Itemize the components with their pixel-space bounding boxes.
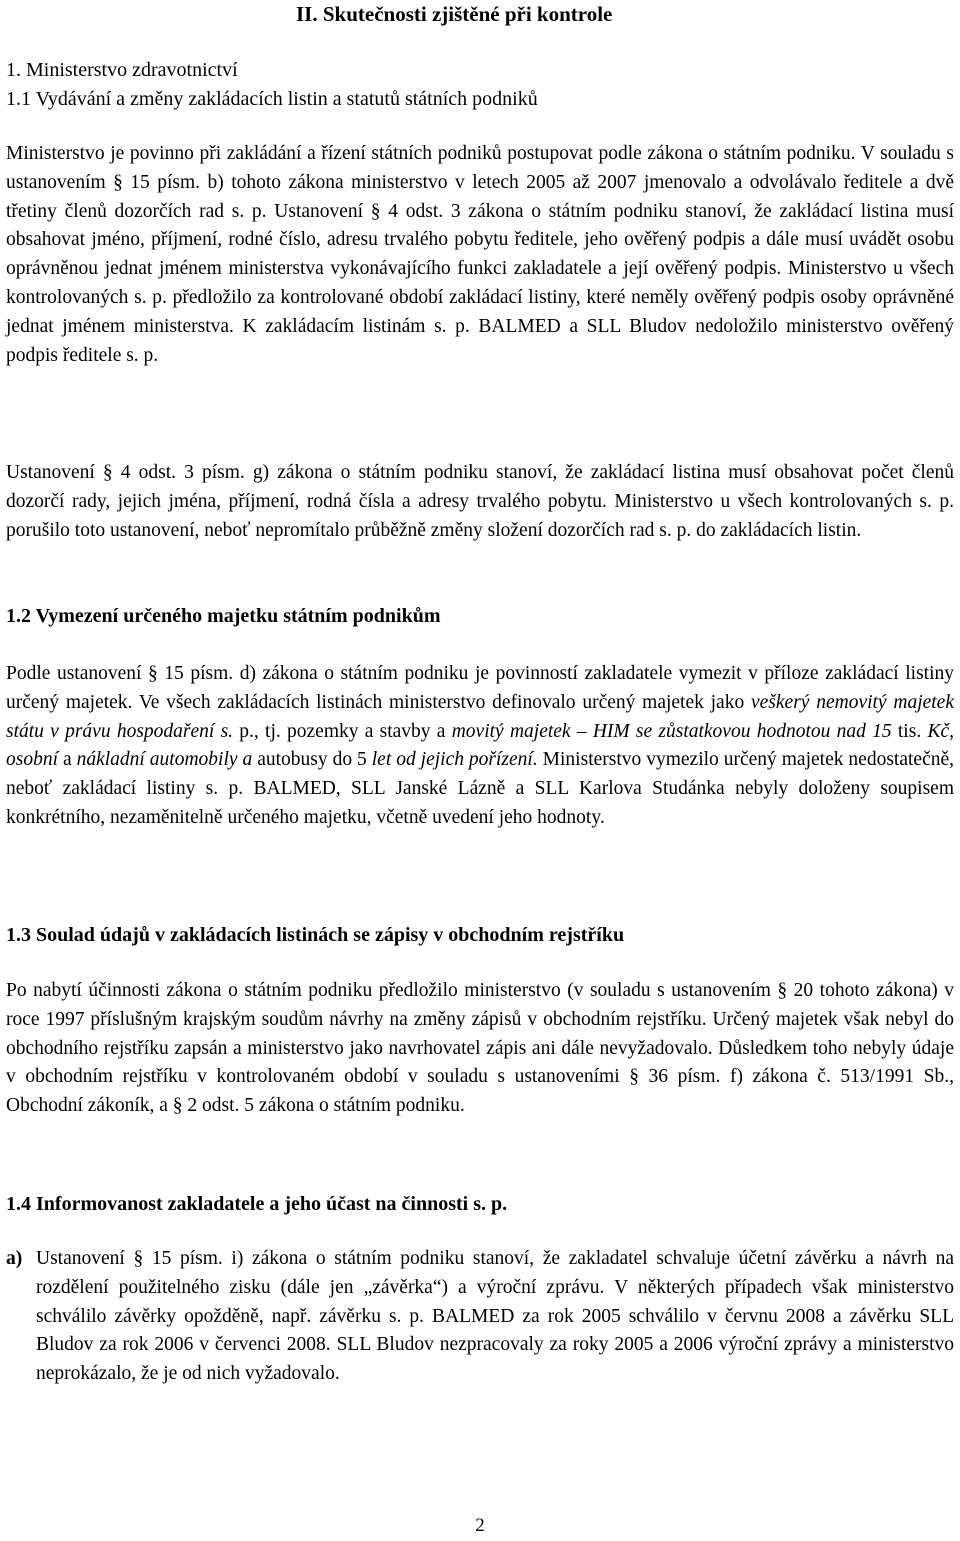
section-heading-ministry: 1. Ministerstvo zdravotnictví	[6, 59, 238, 81]
subsection-heading-1-3: 1.3 Soulad údajů v zakládacích listinách se zápisy v obchodním rejstříku	[6, 924, 625, 946]
paragraph-assigned-property	[6, 660, 954, 833]
text-run: a	[58, 749, 77, 771]
italic-run: Kč, osobní	[6, 720, 954, 771]
paragraph-commercial-register: Po nabytí účinnosti zákona o státním podniku předložilo ministerstvo (v souladu s ustanovením § 20 tohoto zákona) v roce 1997 příslušným krajským soudům návrhy na změny zápisů v obchodním rejstříku. Určený majetek však nebyl do obchodního rejstříku zapsán a ministerstvo jako navrhovatel zápis ani dále nevyžadovalo. Důsledkem toho nebyly údaje v obchodním rejstříku v kontrolovaném období v souladu s ustanoveními § 36 písm. f) zákona č. 513/1991 Sb., Obchodní zákoník, a § 2 odst. 5 zákona o státním podniku.	[6, 980, 954, 1117]
italic-run: veškerý nemovitý majetek státu v právu hospodaření s.	[6, 691, 954, 742]
subsection-heading-1-2: 1.2 Vymezení určeného majetku státním podnikům	[6, 605, 441, 627]
list-marker: a)	[6, 1248, 23, 1269]
paragraph-founding-charters: Ministerstvo je povinno při zakládání a řízení státních podniků postupovat podle zákona o státním podniku. V souladu s ustanovením § 15 písm. b) tohoto zákona ministerstvo v letech 2005 až 2007 jmenovalo a odvolávalo ředitele a dvě třetiny členů dozorčích rad s. p. Ustanovení § 4 odst. 3 zákona o státním podniku stanoví, že zakládací listina musí obsahovat jméno, příjmení, rodné číslo, adresu trvalého pobytu ředitele, jeho ověřený podpis a dále musí uvádět osobu oprávněnou jednat jménem ministerstva vykonávajícího funkci zakladatele a její ověřený podpis. Ministerstvo u všech kontrolovaných s. p. předložilo za kontrolované období zakládací listiny, které neměly ověřený podpis osoby oprávněné jednat jménem ministerstva. K zakládacím listinám s. p. BALMED a SLL Bludov nedoložilo ministerstvo ověřený podpis ředitele s. p.	[6, 143, 954, 366]
text-run: p., tj. pozemky a stavby a	[233, 720, 452, 742]
list-item-a	[6, 1245, 954, 1389]
text-run: Podle ustanovení § 15 písm. d) zákona o státním podniku je povinností zakladatele vymezit v příloze zakládací listiny určený majetek. Ve všech zakládacích listinách ministerstvo definovalo určený majetek jako	[6, 663, 954, 713]
subsection-heading-1-4: 1.4 Informovanost zakladatele a jeho účast na činnosti s. p.	[6, 1193, 508, 1215]
text-run: tis.	[891, 720, 928, 742]
text-run: Ministerstvo vymezilo určený majetek nedostatečně, neboť zakládací listiny s. p. BALMED, SLL Janské Lázně a SLL Karlova Studánka nebyly doloženy soupisem konkrétního, nezaměnitelně určeného majetku, včetně uvedení jeho hodnoty.	[6, 749, 954, 828]
italic-run: nákladní automobily a	[76, 749, 253, 771]
italic-run: movitý majetek – HIM se zůstatkovou hodnotou nad 15	[451, 720, 892, 742]
page-number: 2	[475, 1515, 485, 1536]
paragraph-supervisory-board: Ustanovení § 4 odst. 3 písm. g) zákona o státním podniku stanoví, že zakládací listina musí obsahovat počet členů dozorčí rady, jejich jména, příjmení, rodná čísla a adresy trvalého pobytu. Ministerstvo u všech kontrolovaných s. p. porušilo toto ustanovení, neboť nepromítalo průběžně změny složení dozorčích rad s. p. do zakládacích listin.	[6, 462, 954, 541]
italic-run: let od jejich pořízení.	[371, 749, 538, 771]
subsection-heading-1-1: 1.1 Vydávání a změny zakládacích listin a statutů státních podniků	[6, 88, 538, 110]
part-title: II. Skutečnosti zjištěné při kontrole	[296, 2, 613, 26]
text-run: autobusy do 5	[252, 749, 372, 771]
list-item-text: Ustanovení § 15 písm. i) zákona o státním podniku stanoví, že zakladatel schvaluje účetní závěrku a návrh na rozdělení použitelného zisku (dále jen „závěrka“) a výroční zprávu. V některých případech však ministerstvo schválilo závěrky opožděně, např. závěrku s. p. BALMED za rok 2005 schválilo v červnu 2008 a závěrku SLL Bludov za rok 2006 v červenci 2008. SLL Bludov nezpracovaly za roky 2005 a 2006 výroční zprávy a ministerstvo neprokázalo, že je od nich vyžadovalo.	[36, 1248, 954, 1385]
